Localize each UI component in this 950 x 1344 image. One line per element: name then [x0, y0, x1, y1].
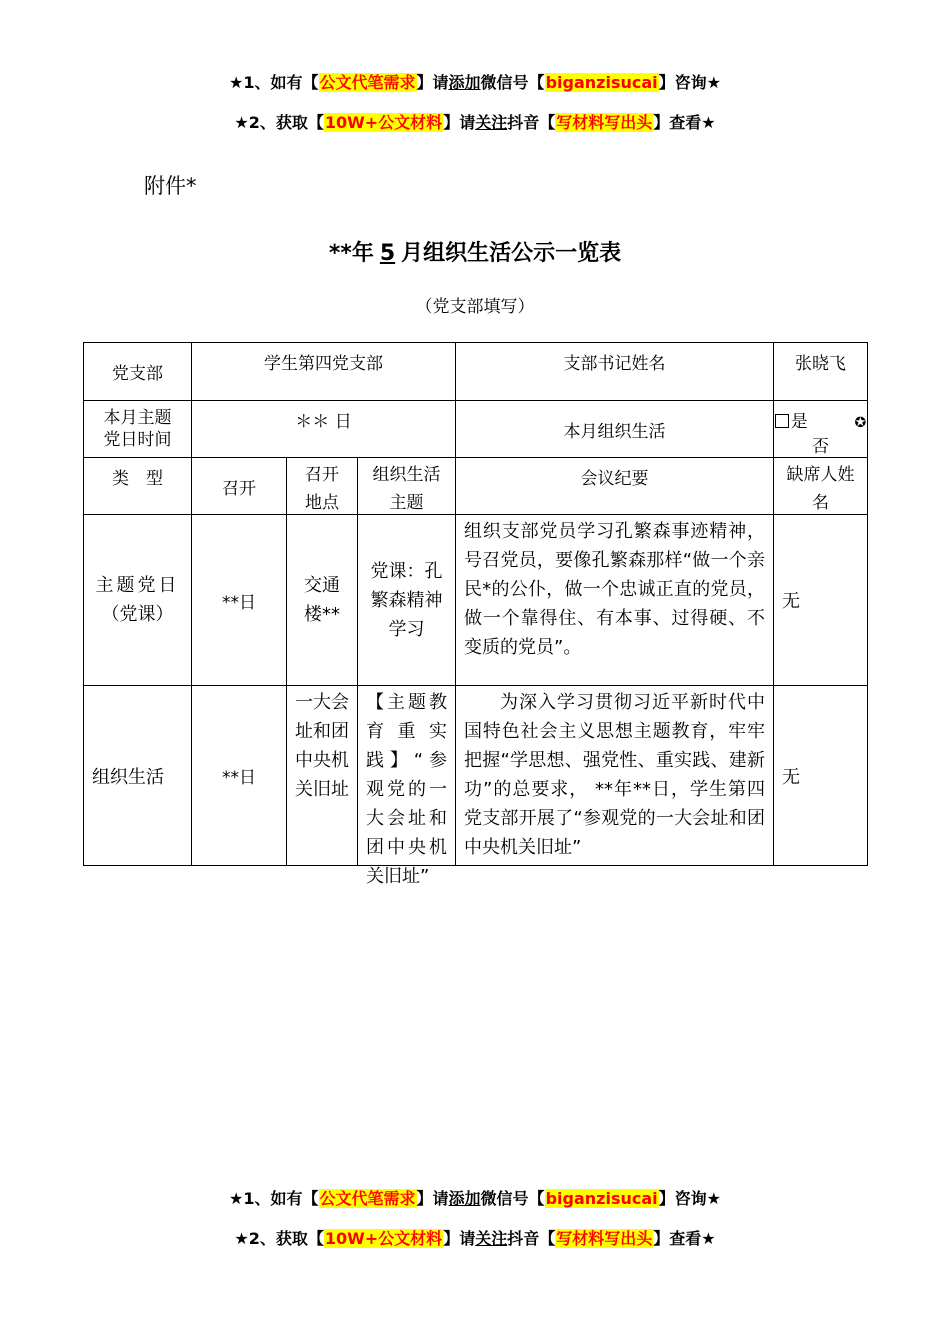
- highlight-wechat-id: biganzisucai: [545, 1189, 658, 1208]
- secretary-value: 张晓飞: [774, 343, 868, 401]
- row-place: 一大会址和团中央机关旧址: [287, 686, 358, 866]
- page-subtitle: （党支部填写）: [415, 297, 535, 317]
- radio-no-icon[interactable]: ✪: [854, 415, 867, 431]
- highlight-douyin: 写材料写出头: [556, 1229, 653, 1248]
- header-absent: 缺席人姓 名: [774, 458, 868, 515]
- row-theme-day: [84, 401, 868, 458]
- row-theme: 党课：孔 繁森精神 学习: [358, 515, 456, 686]
- checkbox-yes-icon[interactable]: [775, 414, 789, 428]
- banner-line-1: ★1、如有【公文代笔需求】请添加微信号【biganzisucai】咨询★: [229, 73, 721, 92]
- highlight-service: 公文代笔需求: [319, 1189, 416, 1208]
- title-month: 5: [379, 241, 396, 266]
- secretary-label: 支部书记姓名: [456, 343, 774, 401]
- branch-label: 党支部: [84, 343, 192, 401]
- row-type: 主题党日 （党课）: [84, 515, 192, 686]
- footer-banner-line-2: ★2、获取【10W+公文材料】请关注抖音【写材料写出头】查看★: [234, 1229, 716, 1248]
- row-theme: 【主题教育重实践】“参观党的一大会址和团中央机关旧址”: [358, 686, 456, 866]
- highlight-douyin: 写材料写出头: [556, 113, 653, 132]
- row-header: [84, 458, 868, 515]
- row-type: 组织生活: [84, 686, 192, 866]
- org-life-table: [83, 342, 868, 887]
- row-absent: 无: [774, 686, 868, 866]
- theme-day-label: 本月主题 党日时间: [84, 401, 192, 458]
- branch-value: 学生第四党支部: [192, 343, 456, 401]
- header-place: 召开 地点: [287, 458, 358, 515]
- table-row: [84, 515, 868, 686]
- header-type: 类 型: [84, 458, 192, 515]
- page-title: **年 5 月组织生活公示一览表: [328, 241, 622, 266]
- row-absent: 无: [774, 515, 868, 686]
- highlight-service: 公文代笔需求: [319, 73, 416, 92]
- highlight-wechat-id: biganzisucai: [545, 73, 658, 92]
- row-minutes: 组织支部党员学习孔繁森事迹精神，号召党员，要像孔繁森那样“做一个亲民*的公仆，做一个忠诚正直的党员，做一个靠得住、有本事、过得硬、不变质的党员”。: [456, 515, 774, 686]
- row-date: **日: [192, 515, 287, 686]
- header-open: 召开: [192, 458, 287, 515]
- row-minutes: 为深入学习贯彻习近平新时代中国特色社会主义思想主题教育，牢牢把握“学思想、强党性、重实践、建新功”的总要求， **年**日，学生第四党支部开展了“参观党的一大会址和团中央机关旧址”: [456, 686, 774, 866]
- row-place: 交通 楼**: [287, 515, 358, 686]
- footer-banner-line-1: ★1、如有【公文代笔需求】请添加微信号【biganzisucai】咨询★: [229, 1189, 721, 1208]
- highlight-materials: 10W+公文材料: [324, 113, 443, 132]
- row-date: **日: [192, 686, 287, 866]
- org-life-options: 是 ✪否: [774, 401, 868, 458]
- banner-line-2: ★2、获取【10W+公文材料】请关注抖音【写材料写出头】查看★: [234, 113, 716, 132]
- org-life-label: 本月组织生活: [456, 401, 774, 458]
- table-row: [84, 686, 868, 866]
- theme-day-value: ＊＊ 日: [192, 401, 456, 458]
- header-minutes: 会议纪要: [456, 458, 774, 515]
- row-branch: [84, 343, 868, 401]
- header-theme: 组织生活 主题: [358, 458, 456, 515]
- attachment-label: 附件*: [144, 174, 197, 198]
- highlight-materials: 10W+公文材料: [324, 1229, 443, 1248]
